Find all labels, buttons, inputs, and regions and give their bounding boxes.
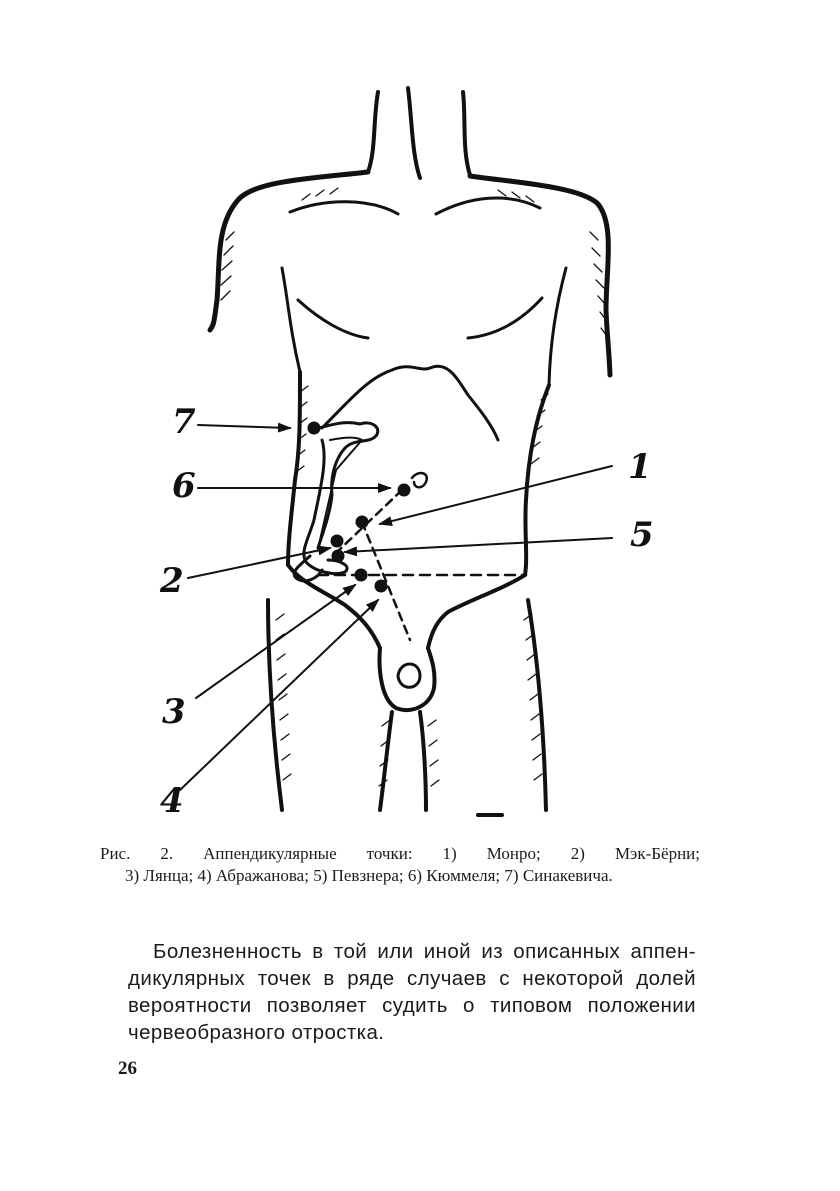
point-2 (331, 535, 344, 548)
label-5: 5 (630, 515, 654, 555)
umbilicus (412, 473, 427, 487)
right-armpit-line (549, 268, 566, 385)
left-clavicle (290, 202, 398, 214)
label-6: 6 (172, 466, 196, 506)
point-7 (308, 422, 321, 435)
pointer-line-5 (345, 538, 612, 552)
label-7: 7 (172, 402, 196, 442)
body-paragraph (128, 938, 696, 1046)
right-shoulder-outline (470, 176, 610, 375)
label-4: 4 (160, 781, 184, 821)
caption-line-1: Рис. 2. Аппендикулярные точки: 1) Монро; 2) Мэк-Бёрни; (100, 844, 700, 863)
point-5 (332, 550, 345, 563)
neck-left-line (368, 92, 378, 172)
page-number: 26 (118, 1058, 137, 1079)
figure-caption (100, 843, 700, 887)
right-clavicle (436, 198, 540, 214)
abrazhanov-line (362, 522, 410, 640)
neck-right-line (408, 88, 420, 178)
torso-left-side (288, 372, 300, 565)
rib-cage-line (322, 366, 498, 440)
left-leg-outer (268, 600, 282, 810)
pointer-line-4 (180, 600, 378, 790)
right-pectoral (468, 298, 542, 338)
point-1 (356, 516, 369, 529)
point-4 (375, 580, 388, 593)
caption-line-2: 3) Лянца; 4) Абражанова; 5) Певзнера; 6) Кюммеля; 7) Синакевича. (125, 866, 613, 885)
body-line: дикулярных точек в ряде случаев с некоторой долей (128, 967, 696, 990)
torso-right-side (525, 385, 549, 575)
point-6 (398, 484, 411, 497)
left-armpit-line (282, 268, 300, 372)
label-2: 2 (160, 561, 184, 601)
genital-outline (380, 648, 435, 710)
point-3 (355, 569, 368, 582)
left-pectoral (298, 300, 368, 338)
body-line: вероятности позволяет судить о типовом положении (128, 994, 696, 1017)
neck-back-line (463, 92, 470, 175)
pointer-line-3 (196, 585, 355, 698)
genital-inner (398, 664, 420, 687)
pointer-line-7 (198, 425, 290, 428)
label-1: 1 (628, 447, 652, 487)
right-leg-inner (420, 712, 426, 810)
body-line: Болезненность в той или иной из описанных аппен- (153, 940, 696, 963)
right-groin-line (428, 575, 525, 648)
body-line: червеобразного отростка. (128, 1021, 385, 1044)
label-3: 3 (162, 692, 186, 732)
